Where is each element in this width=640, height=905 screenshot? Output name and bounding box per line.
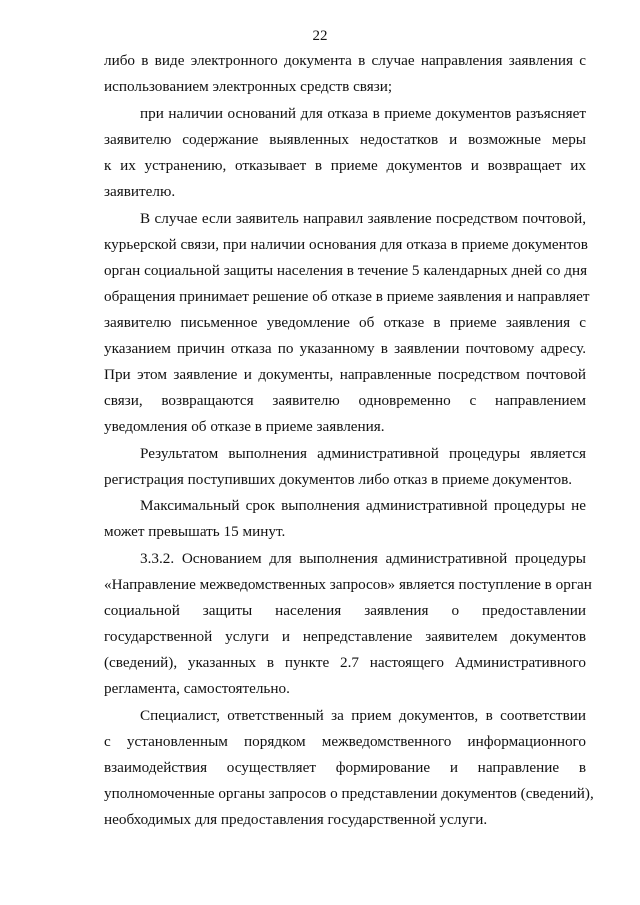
paragraph-7-line-4: уполномоченные органы запросов о представлении документов (сведений), xyxy=(104,785,594,802)
paragraph-1-line-2: использованием электронных средств связи; xyxy=(104,78,393,95)
paragraph-3-line-2: курьерской связи, при наличии основания для отказа в приеме документов xyxy=(104,236,588,253)
paragraph-5-line-1: Максимальный срок выполнения административной процедуры не xyxy=(140,497,586,514)
paragraph-6-line-3: социальной защиты населения заявления о предоставлении xyxy=(104,602,586,619)
paragraph-7-line-5: необходимых для предоставления государственной услуги. xyxy=(104,811,488,828)
paragraph-5-line-2: может превышать 15 минут. xyxy=(104,523,286,540)
paragraph-6-line-2: «Направление межведомственных запросов» является поступление в орган xyxy=(104,576,592,593)
paragraph-7-line-2: с установленным порядком межведомственного информационного xyxy=(104,733,586,750)
paragraph-3-line-6: указанием причин отказа по указанному в заявлении почтовому адресу. xyxy=(104,340,586,357)
paragraph-6-line-5: (сведений), указанных в пункте 2.7 настоящего Административного xyxy=(104,654,586,671)
paragraph-6-line-6: регламента, самостоятельно. xyxy=(104,680,290,697)
paragraph-3-line-4: обращения принимает решение об отказе в приеме заявления и направляет xyxy=(104,288,590,305)
paragraph-3-line-8: связи, возвращаются заявителю одновременно с направлением xyxy=(104,392,586,409)
paragraph-1-line-1: либо в виде электронного документа в случае направления заявления с xyxy=(104,52,586,69)
paragraph-3-line-7: При этом заявление и документы, направленные посредством почтовой xyxy=(104,366,586,383)
paragraph-6-line-1: 3.3.2. Основанием для выполнения административной процедуры xyxy=(140,550,586,567)
paragraph-2-line-2: заявителю содержание выявленных недостатков и возможные меры xyxy=(104,131,586,148)
paragraph-2-line-3: к их устранению, отказывает в приеме документов и возвращает их xyxy=(104,157,586,174)
paragraph-7-line-1: Специалист, ответственный за прием документов, в соответствии xyxy=(140,707,586,724)
paragraph-7-line-3: взаимодействия осуществляет формирование и направление в xyxy=(104,759,586,776)
paragraph-3-line-9: уведомления об отказе в приеме заявления. xyxy=(104,418,385,435)
paragraph-2-line-4: заявителю. xyxy=(104,183,176,200)
paragraph-4-line-1: Результатом выполнения административной процедуры является xyxy=(140,445,586,462)
page-number: 22 xyxy=(312,28,328,44)
paragraph-2-line-1: при наличии оснований для отказа в приеме документов разъясняет xyxy=(140,105,586,122)
paragraph-3-line-5: заявителю письменное уведомление об отказе в приеме заявления с xyxy=(104,314,586,331)
paragraph-6-line-4: государственной услуги и непредставление заявителем документов xyxy=(104,628,586,645)
paragraph-3-line-3: орган социальной защиты населения в течение 5 календарных дней со дня xyxy=(104,262,588,279)
paragraph-4-line-2: регистрация поступивших документов либо отказ в приеме документов. xyxy=(104,471,573,488)
paragraph-3-line-1: В случае если заявитель направил заявление посредством почтовой, xyxy=(140,210,586,227)
